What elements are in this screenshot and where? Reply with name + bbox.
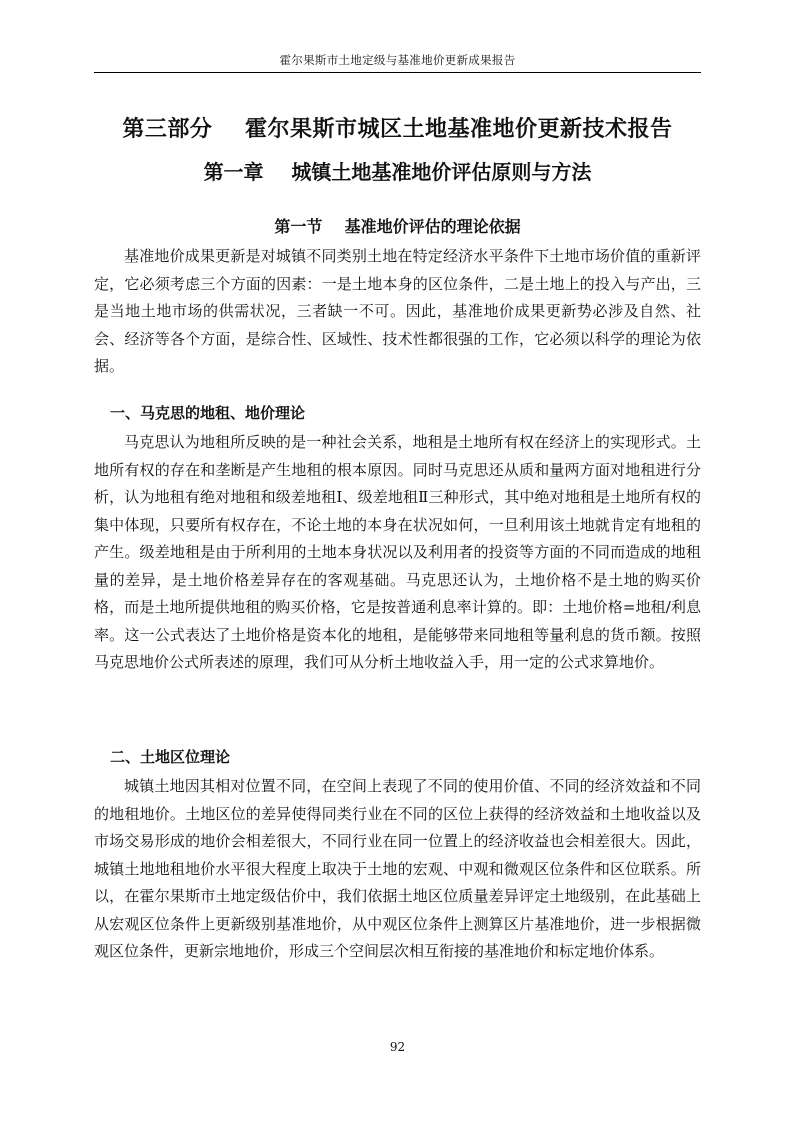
section-title: 第一节 基准地价评估的理论依据 (274, 217, 521, 236)
subsection-heading-location: 二、土地区位理论 (110, 748, 231, 766)
intro-paragraph: 基准地价成果更新是对城镇不同类别土地在特定经济水平条件下土地市场价值的重新评定，它必须考虑三个方面的因素：一是土地本身的区位条件，二是土地上的投入与产出，三是当地土地市场的供需状况，三者缺一不可。因此，基准地价成果更新势必涉及自然、社会、经济等各个方面，是综合性、区域性、技术性都很强的工作，它必须以科学的理论为依据。 (94, 247, 701, 375)
header-divider (94, 72, 701, 73)
subsection-body-location: 城镇土地因其相对位置不同，在空间上表现了不同的使用价值、不同的经济效益和不同的地租地价。土地区位的差异使得同类行业在不同的区位上获得的经济效益和土地收益以及市场交易形成的地价会相差很大，不同行业在同一位置上的经济收益也会相差很大。因此，城镇土地地租地价水平很大程度上取决于土地的宏观、中观和微观区位条件和区位联系。所以，在霍尔果斯市土地定级估价中，我们依据土地区位质量差异评定土地级别，在此基础上从宏观区位条件上更新级别基准地价，从中观区位条件上测算区片基准地价，进一步根据微观区位条件，更新宗地地价，形成三个空间层次相互衔接的基准地价和标定地价体系。 (94, 777, 701, 960)
page-number: 92 (389, 1040, 406, 1054)
part-title: 第三部分 霍尔果斯市城区土地基准地价更新技术报告 (122, 117, 673, 142)
subsection-heading-marx: 一、马克思的地租、地价理论 (110, 404, 306, 422)
running-header: 霍尔果斯市土地定级与基准地价更新成果报告 (279, 53, 516, 67)
chapter-title: 第一章 城镇土地基准地价评估原则与方法 (203, 160, 592, 184)
subsection-body-marx: 马克思认为地租所反映的是一种社会关系，地租是土地所有权在经济上的实现形式。土地所有权的存在和垄断是产生地租的根本原因。同时马克思还从质和量两方面对地租进行分析，认为地租有绝对地租和级差地租Ⅰ、级差地租Ⅱ三种形式，其中绝对地租是土地所有权的集中体现，只要所有权存在，不论土地的本身在状况如何，一旦利用该土地就肯定有地租的产生。级差地租是由于所利用的土地本身状况以及利用者的投资等方面的不同而造成的地租量的差异，是土地价格差异存在的客观基础。马克思还认为，土地价格不是土地的购买价格，而是土地所提供地租的购买价格，它是按普通利息率计算的。即：土地价格=地租/利息率。这一公式表达了土地价格是资本化的地租，是能够带来同地租等量利息的货币额。按照马克思地价公式所表述的原理，我们可从分析土地收益入手，用一定的公式求算地价。 (94, 433, 701, 671)
